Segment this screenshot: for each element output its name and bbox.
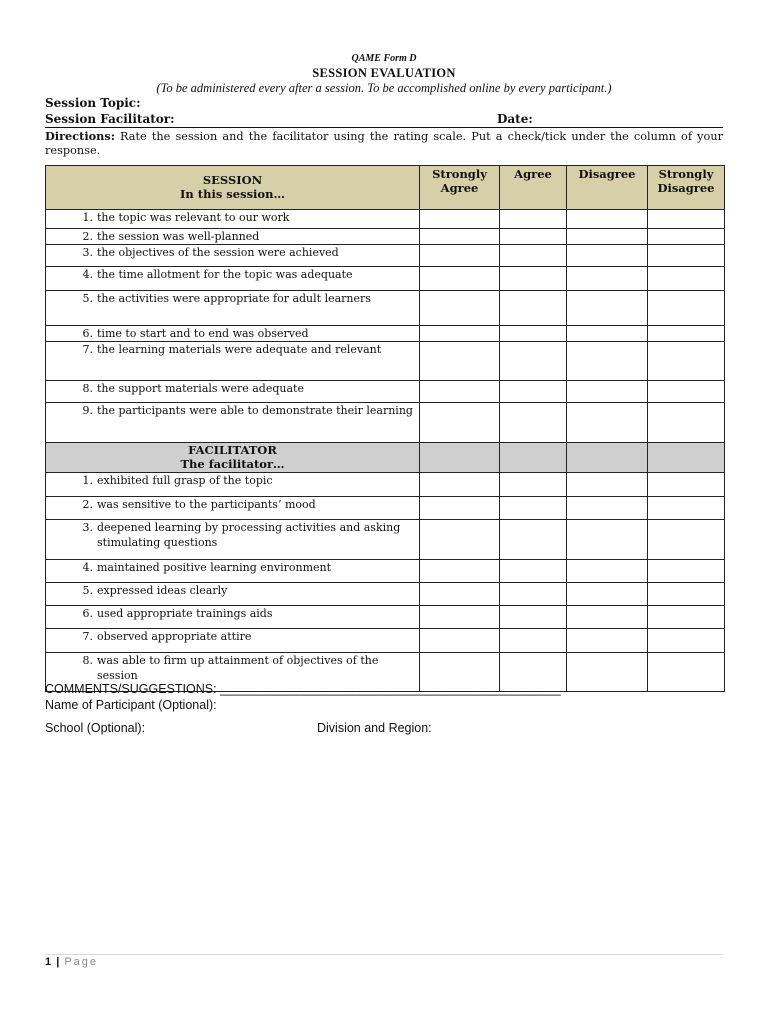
rating-cell-strongly-agree[interactable]	[420, 403, 500, 443]
facilitator-item	[46, 629, 420, 653]
item-number: 6.	[82, 327, 93, 340]
facilitator-header: FACILITATOR The facilitator…	[46, 443, 420, 473]
item-text: the time allotment for the topic was adequate	[97, 268, 353, 281]
rating-cell-strongly-disagree[interactable]	[648, 267, 725, 291]
rating-cell-agree[interactable]	[500, 403, 567, 443]
directions	[45, 129, 723, 158]
rating-cell-disagree[interactable]	[567, 653, 648, 692]
session-item-row	[46, 229, 725, 245]
rating-cell-strongly-agree[interactable]	[420, 381, 500, 403]
session-item	[46, 245, 420, 267]
item-number: 3.	[82, 246, 93, 259]
session-topic-label: Session Topic:	[45, 96, 141, 110]
section-filler-cell	[500, 443, 567, 473]
rating-cell-strongly-disagree[interactable]	[648, 342, 725, 381]
facilitator-item	[46, 583, 420, 606]
rating-cell-strongly-agree[interactable]	[420, 229, 500, 245]
item-number: 1.	[82, 474, 93, 487]
rating-cell-agree[interactable]	[500, 342, 567, 381]
rating-cell-strongly-agree[interactable]	[420, 606, 500, 629]
item-text: exhibited full grasp of the topic	[97, 474, 273, 487]
item-text: the support materials were adequate	[97, 382, 304, 395]
column-disagree: Disagree	[567, 166, 648, 210]
session-item-row	[46, 381, 725, 403]
item-text: the participants were able to demonstrate their learning	[97, 404, 413, 417]
session-item-row	[46, 267, 725, 291]
rating-cell-agree[interactable]	[500, 291, 567, 326]
session-item-row	[46, 403, 725, 443]
facilitator-item-row	[46, 520, 725, 560]
division-region-label: Division and Region:	[317, 721, 432, 735]
rating-cell-agree[interactable]	[500, 381, 567, 403]
form-code: QAME Form D	[351, 53, 417, 64]
rating-cell-disagree[interactable]	[567, 342, 648, 381]
item-number: 6.	[82, 607, 93, 620]
facilitator-item	[46, 606, 420, 629]
item-text: used appropriate trainings aids	[97, 607, 273, 620]
rating-cell-strongly-disagree[interactable]	[648, 403, 725, 443]
item-number: 8.	[82, 382, 93, 395]
item-text: maintained positive learning environment	[97, 561, 332, 574]
rating-cell-strongly-disagree[interactable]	[648, 653, 725, 692]
table-header-row	[46, 166, 725, 210]
rating-cell-disagree[interactable]	[567, 245, 648, 267]
rating-cell-disagree[interactable]	[567, 629, 648, 653]
session-item	[46, 342, 420, 381]
item-text: observed appropriate attire	[97, 630, 252, 643]
column-strongly-disagree: Strongly Disagree	[648, 166, 725, 210]
rating-cell-strongly-agree[interactable]	[420, 629, 500, 653]
session-item-row	[46, 326, 725, 342]
session-facilitator-row	[45, 112, 723, 128]
rating-cell-agree[interactable]	[500, 229, 567, 245]
rating-cell-disagree[interactable]	[567, 403, 648, 443]
participant-name-label: Name of Participant (Optional):	[45, 698, 217, 712]
facilitator-item-row	[46, 583, 725, 606]
item-number: 1.	[82, 211, 93, 224]
item-number: 5.	[82, 584, 93, 597]
rating-cell-disagree[interactable]	[567, 210, 648, 229]
form-subtitle: (To be administered every after a session. To be accomplished online by every participant.)	[156, 81, 612, 95]
rating-cell-disagree[interactable]	[567, 229, 648, 245]
item-number: 4.	[82, 268, 93, 281]
session-item	[46, 229, 420, 245]
rating-cell-strongly-disagree[interactable]	[648, 326, 725, 342]
rating-cell-strongly-disagree[interactable]	[648, 583, 725, 606]
rating-cell-disagree[interactable]	[567, 520, 648, 560]
session-item-row	[46, 245, 725, 267]
section-filler-cell	[567, 443, 648, 473]
rating-cell-agree[interactable]	[500, 497, 567, 520]
item-number: 2.	[82, 498, 93, 511]
rating-cell-disagree[interactable]	[567, 381, 648, 403]
session-item	[46, 210, 420, 229]
rating-cell-disagree[interactable]	[567, 326, 648, 342]
evaluation-table	[45, 165, 725, 692]
page-separator: |	[56, 956, 60, 968]
item-number: 4.	[82, 561, 93, 574]
rating-cell-disagree[interactable]	[567, 473, 648, 497]
facilitator-item-row	[46, 497, 725, 520]
rating-cell-strongly-agree[interactable]	[420, 520, 500, 560]
item-text: deepened learning by processing activities and asking stimulating questions	[97, 521, 401, 549]
rating-cell-strongly-disagree[interactable]	[648, 381, 725, 403]
rating-cell-strongly-agree[interactable]	[420, 245, 500, 267]
page-number: 1	[45, 956, 52, 968]
section-filler-cell	[648, 443, 725, 473]
rating-cell-strongly-disagree[interactable]	[648, 210, 725, 229]
column-agree: Agree	[500, 166, 567, 210]
item-number: 5.	[82, 292, 93, 305]
item-text: time to start and to end was observed	[97, 327, 309, 340]
page-footer	[45, 956, 98, 968]
rating-cell-agree[interactable]	[500, 210, 567, 229]
rating-cell-strongly-agree[interactable]	[420, 560, 500, 583]
rating-cell-agree[interactable]	[500, 326, 567, 342]
facilitator-item-row	[46, 560, 725, 583]
rating-cell-disagree[interactable]	[567, 497, 648, 520]
facilitator-item-row	[46, 473, 725, 497]
session-item	[46, 267, 420, 291]
item-number: 8.	[82, 654, 93, 667]
column-strongly-agree: Strongly Agree	[420, 166, 500, 210]
comments-field: COMMENTS/SUGGESTIONS: _________________________________________________	[45, 682, 561, 696]
rating-cell-agree[interactable]	[500, 245, 567, 267]
date-label: Date:	[497, 112, 533, 126]
item-text: the learning materials were adequate and relevant	[97, 343, 382, 356]
rating-cell-strongly-agree[interactable]	[420, 210, 500, 229]
rating-cell-agree[interactable]	[500, 473, 567, 497]
session-item-row	[46, 210, 725, 229]
facilitator-section-row	[46, 443, 725, 473]
rating-cell-disagree[interactable]	[567, 606, 648, 629]
item-number: 3.	[82, 521, 93, 534]
rating-cell-agree[interactable]	[500, 520, 567, 560]
session-header: SESSION In this session…	[46, 166, 420, 210]
rating-cell-agree[interactable]	[500, 267, 567, 291]
session-item	[46, 291, 420, 326]
rating-cell-strongly-disagree[interactable]	[648, 560, 725, 583]
rating-cell-strongly-disagree[interactable]	[648, 606, 725, 629]
session-facilitator-label: Session Facilitator:	[45, 112, 175, 126]
facilitator-item	[46, 473, 420, 497]
item-text: the activities were appropriate for adult learners	[97, 292, 371, 305]
form-title: SESSION EVALUATION	[312, 66, 456, 80]
item-number: 7.	[82, 630, 93, 643]
rating-cell-strongly-agree[interactable]	[420, 583, 500, 606]
rating-cell-strongly-agree[interactable]	[420, 473, 500, 497]
rating-cell-agree[interactable]	[500, 560, 567, 583]
facilitator-item	[46, 560, 420, 583]
footer-divider	[45, 954, 723, 955]
rating-cell-disagree[interactable]	[567, 267, 648, 291]
rating-cell-agree[interactable]	[500, 606, 567, 629]
rating-cell-disagree[interactable]	[567, 560, 648, 583]
item-text: the objectives of the session were achieved	[97, 246, 339, 259]
item-number: 9.	[82, 404, 93, 417]
rating-cell-strongly-disagree[interactable]	[648, 291, 725, 326]
rating-cell-strongly-disagree[interactable]	[648, 473, 725, 497]
rating-cell-agree[interactable]	[500, 629, 567, 653]
rating-cell-strongly-disagree[interactable]	[648, 629, 725, 653]
rating-cell-strongly-agree[interactable]	[420, 267, 500, 291]
rating-cell-strongly-disagree[interactable]	[648, 229, 725, 245]
item-text: was able to firm up attainment of objectives of the session	[97, 654, 379, 682]
rating-cell-disagree[interactable]	[567, 583, 648, 606]
session-item	[46, 403, 420, 443]
session-item-row	[46, 342, 725, 381]
section-filler-cell	[420, 443, 500, 473]
rating-cell-strongly-disagree[interactable]	[648, 245, 725, 267]
directions-label: Directions:	[45, 129, 115, 143]
session-item	[46, 381, 420, 403]
item-text: was sensitive to the participants’ mood	[97, 498, 316, 511]
facilitator-item-row	[46, 606, 725, 629]
item-number: 7.	[82, 343, 93, 356]
facilitator-item	[46, 520, 420, 560]
rating-cell-strongly-agree[interactable]	[420, 342, 500, 381]
rating-cell-disagree[interactable]	[567, 291, 648, 326]
rating-cell-strongly-agree[interactable]	[420, 497, 500, 520]
session-item	[46, 326, 420, 342]
facilitator-item-row	[46, 629, 725, 653]
school-label: School (Optional):	[45, 721, 146, 735]
item-text: the session was well-planned	[97, 230, 260, 243]
facilitator-item	[46, 497, 420, 520]
rating-cell-strongly-disagree[interactable]	[648, 520, 725, 560]
directions-text: Rate the session and the facilitator using the rating scale. Put a check/tick under the column of your response.	[45, 130, 723, 157]
rating-cell-strongly-disagree[interactable]	[648, 497, 725, 520]
item-number: 2.	[82, 230, 93, 243]
page-label: Page	[64, 956, 99, 968]
rating-cell-strongly-agree[interactable]	[420, 326, 500, 342]
item-text: the topic was relevant to our work	[97, 211, 290, 224]
item-text: expressed ideas clearly	[97, 584, 228, 597]
rating-cell-strongly-agree[interactable]	[420, 291, 500, 326]
rating-cell-agree[interactable]	[500, 583, 567, 606]
session-item-row	[46, 291, 725, 326]
